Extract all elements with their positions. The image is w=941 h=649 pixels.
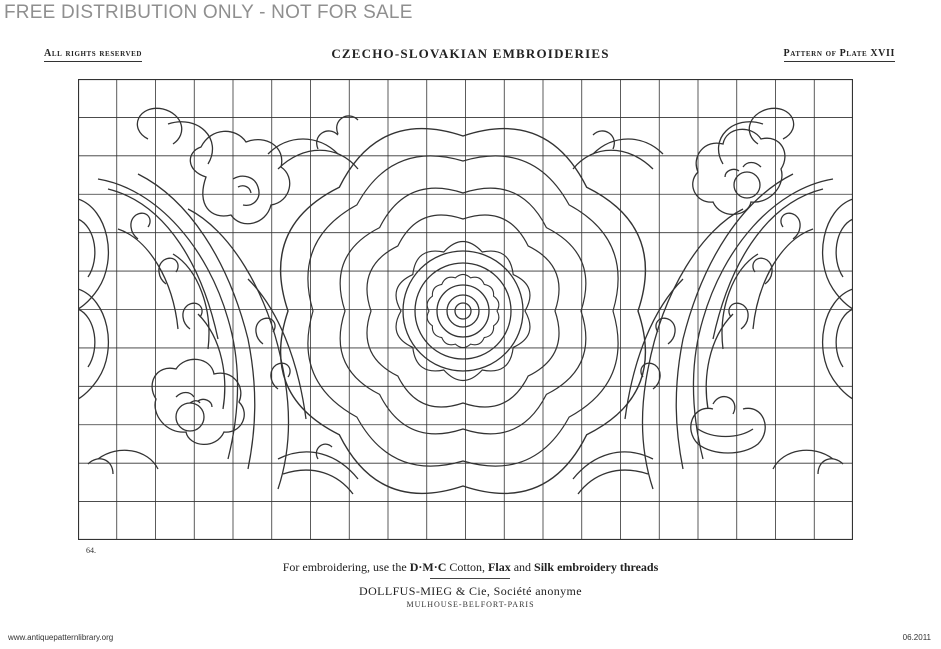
flower-ring [455, 303, 471, 319]
embroidery-pattern [78, 79, 853, 540]
company-name: DOLLFUS-MIEG & Cie, Société anonyme [359, 584, 582, 598]
plate-reference: Pattern of Plate XVII [784, 48, 895, 62]
flower-ring [403, 251, 523, 371]
pattern-grid [78, 79, 853, 540]
flower-petal-ring [340, 188, 586, 434]
central-flower [281, 129, 646, 494]
flower-petal-ring [281, 129, 646, 494]
flower-petal-ring [308, 156, 618, 466]
caption-divider [430, 578, 510, 579]
rights-notice: All rights reserved [44, 48, 142, 62]
company-address: MULHOUSE-BELFORT-PARIS [406, 600, 535, 609]
caption-part2: and [510, 560, 535, 574]
flower-ring [447, 295, 479, 327]
caption-brand: D·M·C [409, 560, 447, 574]
caption-silk: Silk embroidery threads [534, 560, 659, 574]
flower-ring [437, 285, 489, 337]
thread-caption [0, 560, 941, 575]
caption-prefix: For embroidering, use the [282, 560, 410, 574]
page-title: CZECHO-SLOVAKIAN EMBROIDERIES [331, 46, 610, 61]
caption-part1: Cotton, [446, 560, 489, 574]
source-url[interactable]: www.antiquepatternlibrary.org [8, 633, 114, 642]
publish-date: 06.2011 [902, 633, 931, 642]
caption-flax: Flax [488, 560, 511, 574]
plate-number: 64. [86, 546, 96, 555]
left-leaf-sprays [78, 108, 358, 494]
watermark-text: FREE DISTRIBUTION ONLY - NOT FOR SALE [4, 2, 413, 23]
flower-petal-ring [367, 215, 559, 407]
